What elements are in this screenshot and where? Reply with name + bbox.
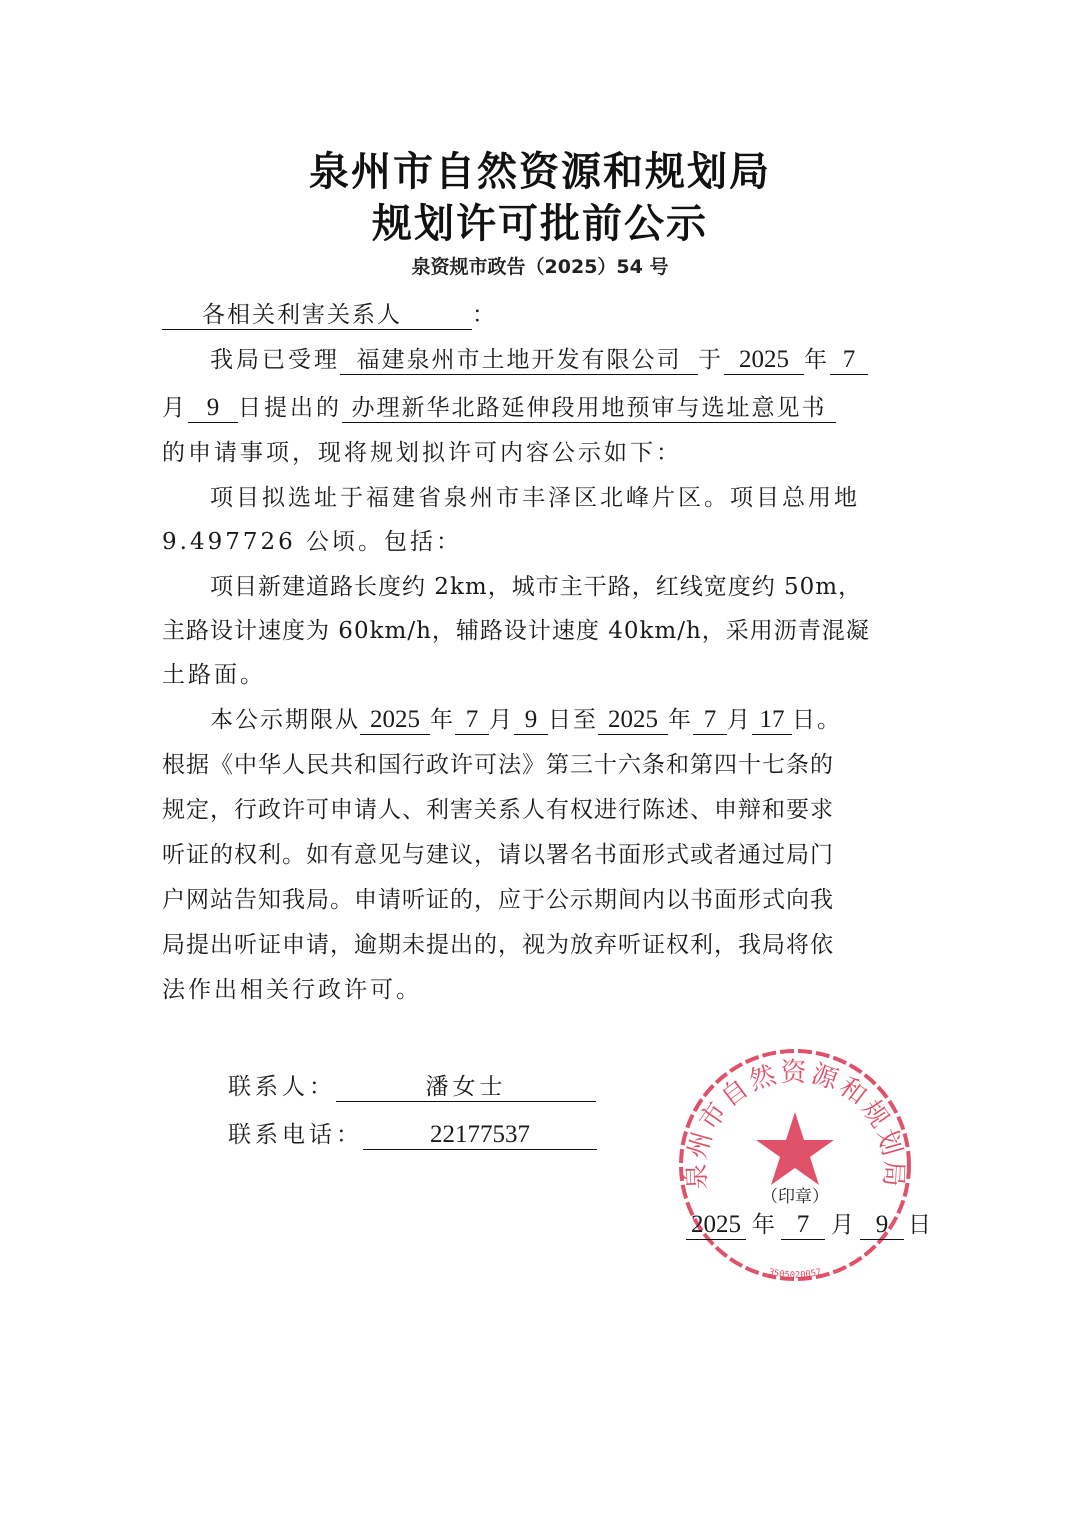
para3-line3: 土路面。: [162, 662, 266, 688]
para2-line1: 项目拟选址于福建省泉州市丰泽区北峰片区。项目总用地: [210, 485, 860, 511]
contact-person-label: 联系人：: [228, 1074, 336, 1100]
sign-month: 7: [781, 1211, 825, 1240]
para4-line2: 根据《中华人民共和国行政许可法》第三十六条和第四十七条的: [162, 752, 834, 778]
seal-label: （印章）: [761, 1187, 829, 1207]
contact-phone: 22177537: [363, 1121, 597, 1150]
para4-line4: 听证的权利。如有意见与建议，请以署名书面形式或者通过局门: [162, 842, 834, 868]
para1-mid2: 日提出的: [238, 395, 342, 421]
sign-date: [686, 1206, 931, 1240]
recipient: 各相关利害关系人: [162, 301, 472, 330]
start-day: 9: [514, 706, 548, 735]
para4-line1: [210, 705, 842, 735]
apply-day: 9: [188, 394, 238, 423]
document-title-line1: 泉州市自然资源和规划局: [309, 148, 771, 195]
end-month: 7: [693, 706, 727, 735]
seal-serial: 3505020057: [767, 1267, 823, 1281]
apply-year: 2025: [724, 346, 804, 375]
start-year: 2025: [360, 706, 430, 735]
seal-graphic: [676, 1046, 914, 1284]
end-day: 17: [752, 706, 792, 735]
contact-phone-row: [228, 1116, 597, 1150]
para4-line5: 户网站告知我局。申请听证的，应于公示期间内以书面形式向我: [162, 887, 834, 913]
start-year-unit: 年: [430, 707, 455, 733]
end-year: 2025: [598, 706, 668, 735]
period-pre: 本公示期限从: [210, 707, 360, 733]
para1-mid1: 于: [698, 347, 724, 373]
para4-line7: 法作出相关行政许可。: [162, 977, 422, 1003]
year-unit: 年: [804, 347, 830, 373]
para1-line3: 的申请事项，现将规划拟许可内容公示如下：: [162, 440, 682, 466]
star-icon: [756, 1112, 834, 1185]
sign-day: 9: [860, 1211, 904, 1240]
applicant-name: 福建泉州市土地开发有限公司: [340, 346, 698, 375]
document-title-line2: 规划许可批前公示: [372, 200, 708, 247]
para1-line1: [210, 345, 868, 375]
end-month-unit: 月: [727, 707, 752, 733]
para1-pre: 我局已受理: [210, 347, 340, 373]
para3-line2: 主路设计速度为 60km/h，辅路设计速度 40km/h，采用沥青混凝: [162, 618, 870, 644]
sign-month-unit: 月: [831, 1212, 854, 1238]
para1-line2: [162, 393, 836, 423]
seal-ring-text: 泉州市自然资源和规划局: [681, 1057, 909, 1191]
contact-person: 潘女士: [336, 1073, 596, 1102]
start-month-unit: 月: [489, 707, 514, 733]
sign-year: 2025: [686, 1211, 746, 1240]
period-end: 日。: [792, 707, 842, 733]
salutation: [162, 300, 498, 330]
end-year-unit: 年: [668, 707, 693, 733]
apply-month: 7: [830, 346, 868, 375]
para2-line2: 9.497726 公顷。包括：: [162, 529, 463, 555]
application-matter: 办理新华北路延伸段用地预审与选址意见书: [342, 394, 836, 423]
sign-year-unit: 年: [752, 1212, 775, 1238]
document-number: 泉资规市政告（2025）54 号: [411, 256, 669, 278]
month-unit: 月: [162, 395, 188, 421]
contact-phone-label: 联系电话：: [228, 1122, 363, 1148]
para4-line6: 局提出听证申请，逾期未提出的，视为放弃听证权利，我局将依: [162, 932, 834, 958]
sign-day-unit: 日: [908, 1212, 931, 1238]
start-month: 7: [455, 706, 489, 735]
contact-person-row: [228, 1068, 596, 1102]
period-to: 日至: [548, 707, 598, 733]
salutation-colon: ：: [472, 302, 498, 328]
para4-line3: 规定，行政许可申请人、利害关系人有权进行陈述、申辩和要求: [162, 797, 834, 823]
official-seal: [676, 1046, 914, 1284]
para3-line1: 项目新建道路长度约 2km，城市主干路，红线宽度约 50m，: [210, 574, 863, 600]
